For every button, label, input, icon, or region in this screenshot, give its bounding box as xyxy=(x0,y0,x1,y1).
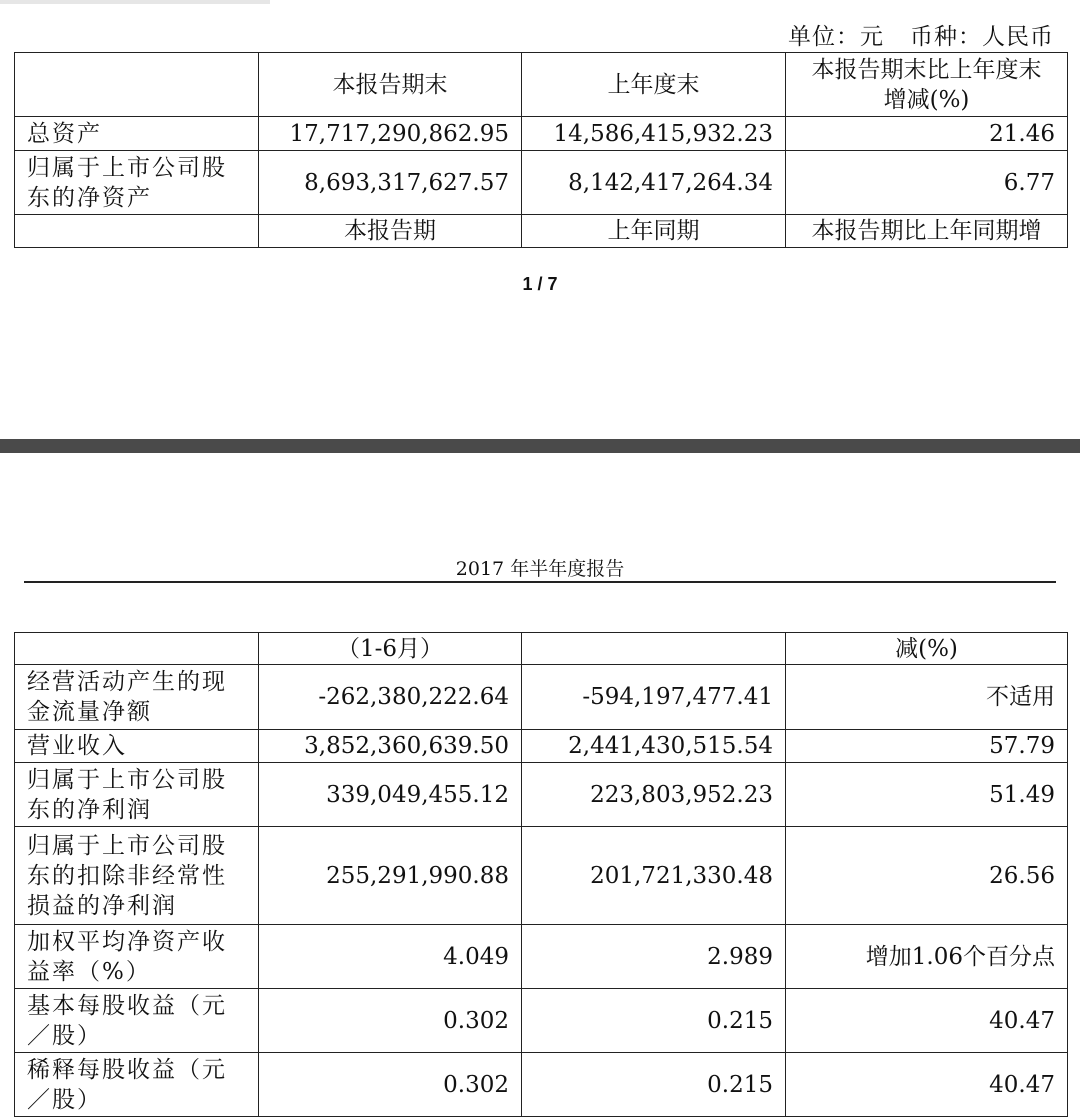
running-header: 2017 年半年度报告 xyxy=(455,558,625,580)
change-value: 6.77 xyxy=(786,151,1068,215)
change-value: 21.46 xyxy=(786,117,1068,151)
table-row xyxy=(15,925,1068,989)
current-value: 0.302 xyxy=(259,989,522,1053)
previous-value: 2.989 xyxy=(522,925,786,989)
current-value: 0.302 xyxy=(259,1053,522,1117)
footer-cell: 本报告期 xyxy=(259,215,522,248)
current-value: 255,291,990.88 xyxy=(259,827,522,925)
previous-value: 0.215 xyxy=(522,1053,786,1117)
unit-label: 单位：元 xyxy=(788,24,884,50)
previous-value: 223,803,952.23 xyxy=(522,763,786,827)
currency-label: 币种：人民币 xyxy=(910,24,1054,50)
header-cell: 本报告期末 xyxy=(259,53,522,117)
change-value: 51.49 xyxy=(786,763,1068,827)
change-value: 40.47 xyxy=(786,1053,1068,1117)
previous-value: 8,142,417,264.34 xyxy=(522,151,786,215)
change-value: 57.79 xyxy=(786,730,1068,763)
row-label: 经营活动产生的现金流量净额 xyxy=(15,665,259,730)
unit-currency-line xyxy=(788,18,1054,51)
change-value: 增加1.06个百分点 xyxy=(786,925,1068,989)
row-label: 归属于上市公司股东的净资产 xyxy=(15,151,259,215)
previous-value: 0.215 xyxy=(522,989,786,1053)
header-cell xyxy=(522,633,786,665)
table-header-row xyxy=(15,53,1068,117)
header-cell: （1-6月） xyxy=(259,633,522,665)
header-cell: 减(%) xyxy=(786,633,1068,665)
previous-value: 14,586,415,932.23 xyxy=(522,117,786,151)
current-value: 339,049,455.12 xyxy=(259,763,522,827)
previous-value: -594,197,477.41 xyxy=(522,665,786,730)
current-value: 8,693,317,627.57 xyxy=(259,151,522,215)
table-row xyxy=(15,730,1068,763)
row-label: 稀释每股收益（元／股） xyxy=(15,1053,259,1117)
previous-value: 201,721,330.48 xyxy=(522,827,786,925)
row-label: 加权平均净资产收益率（%） xyxy=(15,925,259,989)
table-row xyxy=(15,117,1068,151)
row-label: 总资产 xyxy=(15,117,259,151)
page-number: 1 / 7 xyxy=(522,274,558,294)
previous-value: 2,441,430,515.54 xyxy=(522,730,786,763)
table-row xyxy=(15,763,1068,827)
header-cell xyxy=(15,53,259,117)
header-cell: 本报告期末比上年度末增减(%) xyxy=(786,53,1068,117)
table-row xyxy=(15,151,1068,215)
table-row xyxy=(15,1053,1068,1117)
page-divider xyxy=(0,439,1080,453)
row-label: 归属于上市公司股东的净利润 xyxy=(15,763,259,827)
header-cell: 上年度末 xyxy=(522,53,786,117)
change-value: 不适用 xyxy=(786,665,1068,730)
balance-table xyxy=(14,52,1068,248)
footer-cell: 上年同期 xyxy=(522,215,786,248)
current-value: 3,852,360,639.50 xyxy=(259,730,522,763)
row-label: 营业收入 xyxy=(15,730,259,763)
current-value: -262,380,222.64 xyxy=(259,665,522,730)
change-value: 26.56 xyxy=(786,827,1068,925)
current-value: 17,717,290,862.95 xyxy=(259,117,522,151)
current-value: 4.049 xyxy=(259,925,522,989)
footer-cell xyxy=(15,215,259,248)
header-cell xyxy=(15,633,259,665)
income-table xyxy=(14,632,1068,1117)
table-header-row xyxy=(15,633,1068,665)
footer-cell: 本报告期比上年同期增 xyxy=(786,215,1068,248)
header-rule xyxy=(24,581,1056,583)
previous-content-fragment xyxy=(0,0,270,4)
row-label: 基本每股收益（元／股） xyxy=(15,989,259,1053)
row-label: 归属于上市公司股东的扣除非经常性损益的净利润 xyxy=(15,827,259,925)
table-row xyxy=(15,989,1068,1053)
table-row xyxy=(15,665,1068,730)
change-value: 40.47 xyxy=(786,989,1068,1053)
table-row xyxy=(15,827,1068,925)
table-row xyxy=(15,215,1068,248)
